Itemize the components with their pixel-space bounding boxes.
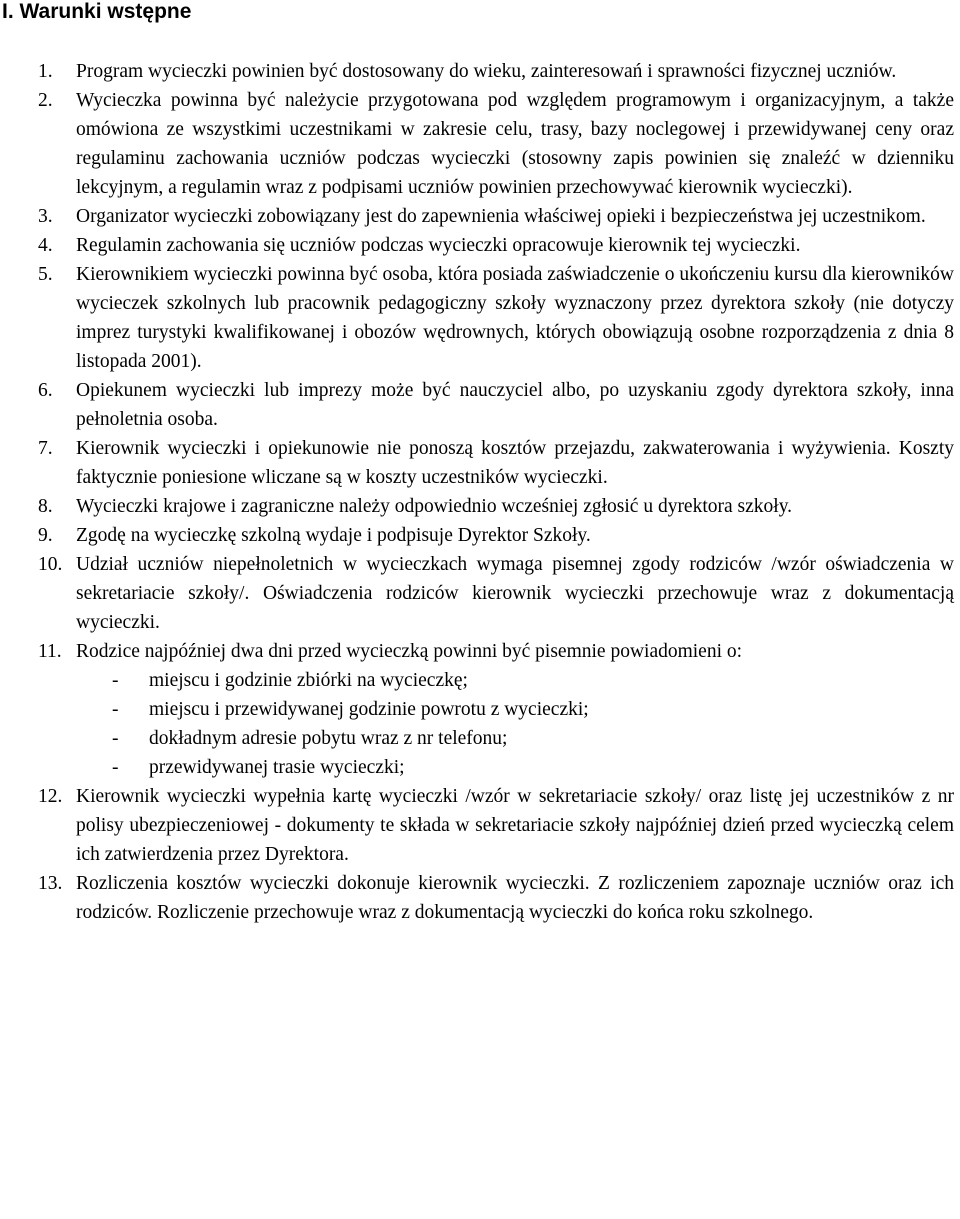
list-item — [0, 434, 954, 492]
list-item — [0, 637, 954, 782]
item-number: 8. — [38, 496, 53, 517]
sub-list-item — [76, 724, 954, 753]
item-text: Wycieczka powinna być należycie przygotowana pod względem programowym i organizacyjnym, a także omówiona ze wszystkimi uczestnikami w zakresie celu, trasy, bazy noclegowej i przewidywanej ceny oraz regulaminu zachowania uczniów podczas wycieczki (stosowny zapis powinien się znaleźć w dzienniku lekcyjnym, a regulamin wraz z podpisami uczniów powinien przechowywać kierownik wycieczki). — [76, 90, 954, 198]
item-number: 3. — [38, 206, 53, 227]
list-item — [0, 492, 954, 521]
dash-bullet: - — [112, 728, 119, 749]
item-number: 2. — [38, 90, 53, 111]
item-text: Rodzice najpóźniej dwa dni przed wycieczką powinni być pisemnie powiadomieni o: — [76, 641, 743, 662]
item-number: 10. — [38, 554, 63, 575]
item-number: 9. — [38, 525, 53, 546]
item-number: 12. — [38, 786, 63, 807]
item-text: Kierownik wycieczki i opiekunowie nie ponoszą kosztów przejazdu, zakwaterowania i wyżywienia. Koszty faktycznie poniesione wliczane są w koszty uczestników wycieczki. — [76, 438, 954, 488]
sub-item-text: miejscu i przewidywanej godzinie powrotu z wycieczki; — [149, 699, 589, 720]
list-item — [0, 376, 954, 434]
list-item — [0, 57, 954, 86]
section-heading: I. Warunki wstępne — [2, 0, 192, 23]
list-item — [0, 521, 954, 550]
dash-bullet: - — [112, 699, 119, 720]
item-text: Wycieczki krajowe i zagraniczne należy odpowiednio wcześniej zgłosić u dyrektora szkoły. — [76, 496, 793, 517]
list-item — [0, 202, 954, 231]
sub-item-text: miejscu i godzinie zbiórki na wycieczkę; — [149, 670, 468, 691]
item-text: Udział uczniów niepełnoletnich w wycieczkach wymaga pisemnej zgody rodziców /wzór oświadczenia w sekretariacie szkoły/. Oświadczenia rodziców kierownik wycieczki przechowuje wraz z dokumentacją wycieczki. — [76, 554, 954, 633]
list-item — [0, 550, 954, 637]
item-text: Rozliczenia kosztów wycieczki dokonuje kierownik wycieczki. Z rozliczeniem zapoznaje uczniów oraz ich rodziców. Rozliczenie przechowuje wraz z dokumentacją wycieczki do końca roku szkolnego. — [76, 873, 954, 923]
list-item — [0, 260, 954, 376]
item-text: Regulamin zachowania się uczniów podczas wycieczki opracowuje kierownik tej wycieczki. — [76, 235, 801, 256]
sub-list-item — [76, 666, 954, 695]
sub-list-item — [76, 753, 954, 782]
item-number: 4. — [38, 235, 53, 256]
list-item — [0, 869, 954, 927]
list-item — [0, 86, 954, 202]
item-text: Zgodę na wycieczkę szkolną wydaje i podpisuje Dyrektor Szkoły. — [76, 525, 591, 546]
item-text: Opiekunem wycieczki lub imprezy może być nauczyciel albo, po uzyskaniu zgody dyrektora szkoły, inna pełnoletnia osoba. — [76, 380, 954, 430]
item-number: 7. — [38, 438, 53, 459]
item-text: Kierownikiem wycieczki powinna być osoba, która posiada zaświadczenie o ukończeniu kursu dla kierowników wycieczek szkolnych lub pracownik pedagogiczny szkoły wyznaczony przez dyrektora szkoły (nie dotyczy imprez turystyki kwalifikowanej i obozów wędrownych, których obowiązują osobne rozporządzenia z dnia 8 listopada 2001). — [76, 264, 954, 372]
sub-list — [76, 666, 954, 782]
item-number: 13. — [38, 873, 63, 894]
sub-list-item — [76, 695, 954, 724]
item-number: 1. — [38, 61, 53, 82]
dash-bullet: - — [112, 757, 119, 778]
dash-bullet: - — [112, 670, 119, 691]
item-number: 5. — [38, 264, 53, 285]
item-number: 6. — [38, 380, 53, 401]
list-item — [0, 782, 954, 869]
item-text: Program wycieczki powinien być dostosowany do wieku, zainteresowań i sprawności fizycznej uczniów. — [76, 61, 897, 82]
conditions-list — [0, 57, 954, 927]
sub-item-text: dokładnym adresie pobytu wraz z nr telefonu; — [149, 728, 508, 749]
item-number: 11. — [38, 641, 62, 662]
item-text: Organizator wycieczki zobowiązany jest do zapewnienia właściwej opieki i bezpieczeństwa jej uczestnikom. — [76, 206, 926, 227]
sub-item-text: przewidywanej trasie wycieczki; — [149, 757, 405, 778]
list-item — [0, 231, 954, 260]
item-text: Kierownik wycieczki wypełnia kartę wycieczki /wzór w sekretariacie szkoły/ oraz listę jej uczestników z nr polisy ubezpieczeniowej - dokumenty te składa w sekretariacie szkoły najpóźniej dzień przed wycieczką celem ich zatwierdzenia przez Dyrektora. — [76, 786, 954, 865]
